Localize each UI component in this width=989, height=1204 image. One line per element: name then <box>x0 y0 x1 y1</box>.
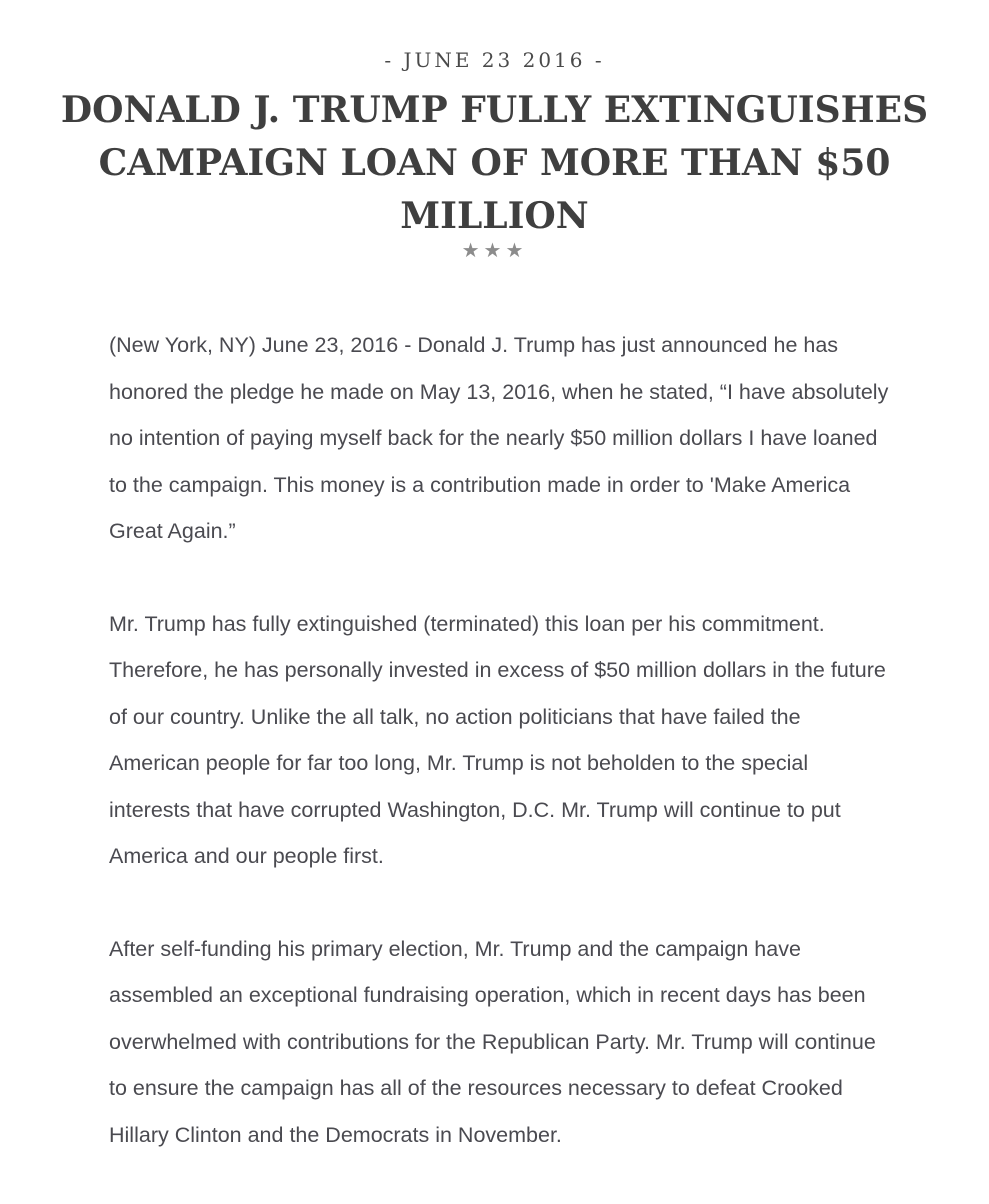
dateline: - JUNE 23 2016 - <box>384 48 605 72</box>
paragraph-1: (New York, NY) June 23, 2016 - Donald J. Trump has just announced he has honored the pledge he made on May 13, 2016, when he stated, “I have absolutely no intention of paying myself back for the nearly $50 million dollars I have loaned to the campaign. This money is a contribution made in order to 'Make America Great Again.” <box>109 333 889 543</box>
article-body <box>109 322 889 1204</box>
paragraph-2: Mr. Trump has fully extinguished (terminated) this loan per his commitment. Therefore, he has personally invested in excess of $50 million dollars in the future of our country. Unlike the all talk, no action politicians that have failed the American people for far too long, Mr. Trump is not beholden to the special interests that have corrupted Washington, D.C. Mr. Trump will continue to put America and our people first. <box>109 611 886 868</box>
star-divider-icon: ★★★ <box>461 238 528 262</box>
headline: DONALD J. TRUMP FULLY EXTINGUISHES CAMPAIGN LOAN OF MORE THAN $50 MILLION <box>60 89 929 237</box>
paragraph-3: After self-funding his primary election, Mr. Trump and the campaign have assembled an exceptional fundraising operation, which in recent days has been overwhelmed with contributions for the Republican Party. Mr. Trump will continue to ensure the campaign has all of the resources necessary to defeat Crooked Hillary Clinton and the Democrats in November. <box>109 936 876 1147</box>
